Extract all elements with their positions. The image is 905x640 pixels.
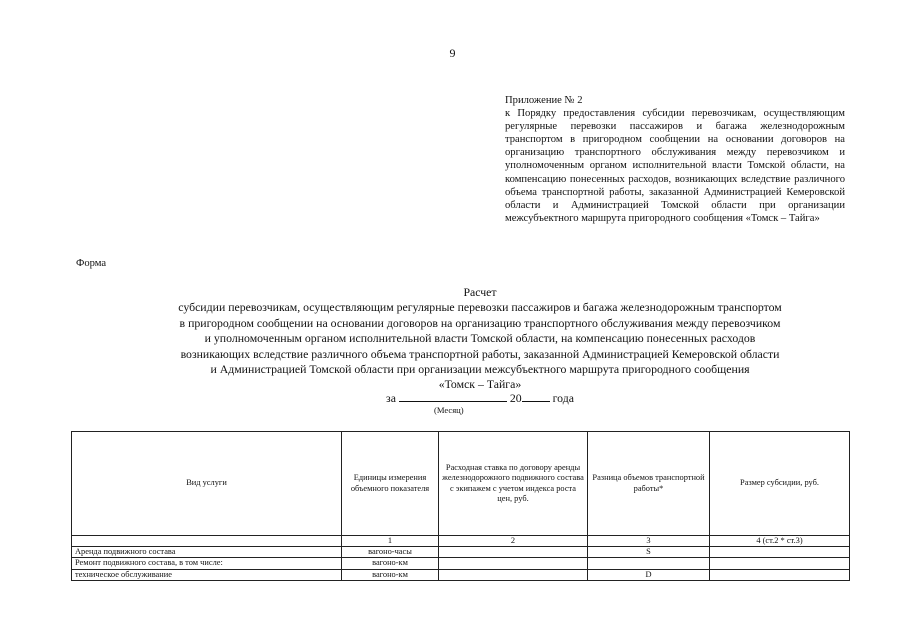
heading-line: возникающих вследствие различного объема транспортной работы, заказанной Администрацией Кемеровской области (180, 346, 780, 361)
page-number: 9 (449, 46, 456, 60)
table-cell (710, 547, 850, 558)
heading-line: «Томск – Тайга» (438, 377, 522, 392)
table-cell: вагоно-часы (342, 547, 439, 558)
heading-line: в пригородном сообщении на основании договоров на организацию транспортного обслуживания между перевозчиком (179, 315, 781, 330)
period-suffix: года (552, 391, 574, 405)
table-cell: S (588, 547, 710, 558)
heading-line: и уполномоченным органом исполнительной власти Томской области, на компенсацию понесенных расходов (204, 331, 756, 346)
table-row (72, 558, 850, 569)
table-cell (439, 547, 588, 558)
heading-line: Расчет (463, 285, 497, 299)
column-number (72, 536, 342, 547)
column-number-row (72, 536, 850, 547)
header-volume-difference: Разница объемов транспортной работы* (588, 432, 710, 536)
heading-line: и Администрацией Томской области при организации межсубъектного маршрута пригородного сообщения (210, 362, 750, 377)
header-units: Единицы измерения объемного показателя (342, 432, 439, 536)
period-line (0, 390, 905, 406)
table-row (72, 569, 850, 580)
year-prefix: 20 (509, 391, 522, 405)
table-cell (710, 569, 850, 580)
appendix-body: к Порядку предоставления субсидии перевозчикам, осуществляющим регулярные перевозки пассажиров и багажа железнодорожным транспортом в пригородном сообщении на основании договоров на организацию транспортного обслуживания между перевозчиком и уполномоченным органом исполнительной власти Томской области, на компенсацию понесенных расходов, возникающих вследствие различного объема транспортной работы, заказанной Администрацией Кемеровской области и Администрацией Томской области при организации межсубъектного маршрута пригородного сообщения «Томск – Тайга» (505, 108, 845, 224)
heading-line: субсидии перевозчикам, осуществляющим регулярные перевозки пассажиров и багажа железнодорожным транспортом (178, 300, 782, 315)
header-subsidy-amount: Размер субсидии, руб. (710, 432, 850, 536)
table-header-row (72, 432, 850, 536)
column-number: 2 (439, 536, 588, 547)
appendix-title: Приложение № 2 (505, 95, 583, 106)
table-cell (439, 558, 588, 569)
table-cell (439, 569, 588, 580)
month-blank (399, 390, 507, 402)
table-cell: техническое обслуживание (72, 569, 342, 580)
table-cell: вагоно-км (342, 558, 439, 569)
header-service-type: Вид услуги (72, 432, 342, 536)
appendix-block (505, 94, 845, 225)
column-number: 1 (342, 536, 439, 547)
column-number: 4 (ст.2 * ст.3) (710, 536, 850, 547)
table-cell: вагоно-км (342, 569, 439, 580)
calculation-table (71, 431, 850, 581)
year-blank (522, 390, 550, 402)
table-cell (588, 558, 710, 569)
document-heading (90, 285, 870, 393)
table-cell: D (588, 569, 710, 580)
table-row (72, 547, 850, 558)
table-cell: Аренда подвижного состава (72, 547, 342, 558)
header-rate: Расходная ставка по договору аренды железнодорожного подвижного состава с экипажем с учетом индекса роста цен, руб. (439, 432, 588, 536)
table-cell: Ремонт подвижного состава, в том числе: (72, 558, 342, 569)
table-cell (710, 558, 850, 569)
period-prefix: за (386, 391, 396, 405)
month-hint: (Месяц) (434, 405, 464, 415)
column-number: 3 (588, 536, 710, 547)
form-label: Форма (76, 258, 107, 269)
